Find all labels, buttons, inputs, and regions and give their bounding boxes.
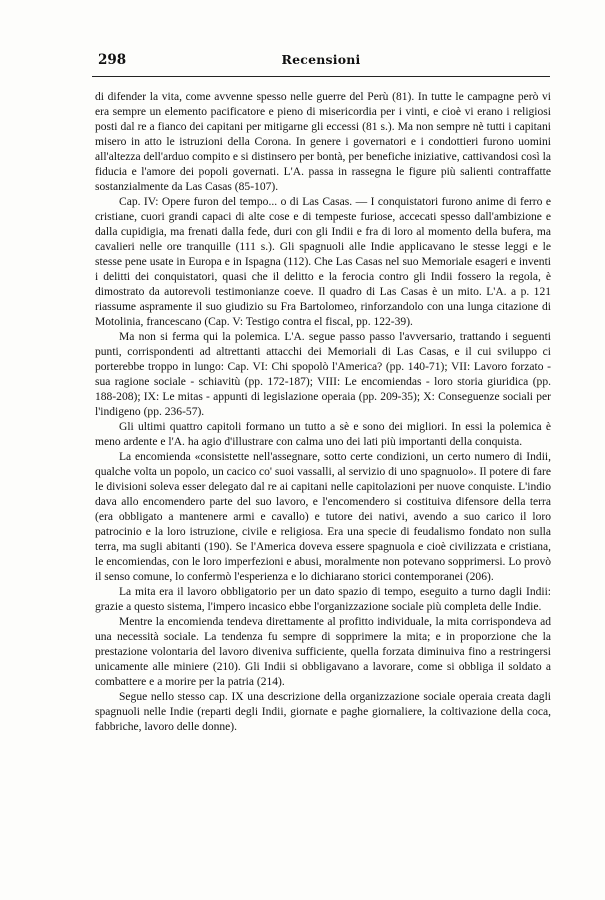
header-rule [92, 76, 550, 77]
page-number: 298 [98, 52, 127, 68]
paragraph: Gli ultimi quattro capitoli formano un tutto a sè e sono dei migliori. In essi la polemica è meno ardente e l'A. ha agio d'illustrare con calma uno dei lati più importanti della conquista. [95, 421, 551, 448]
paragraph: La encomienda «consistette nell'assegnare, sotto certe condizioni, un certo numero di Indii, qualche volta un popolo, un cacico co' suoi vassalli, al servizio di uno spagnuolo». Il potere di fare le divisioni soleva esser delegato dal re ai capitani nelle capitolazioni per nuove conquiste. L'indio dava allo encomendero parte del suo lavoro, e l'encomendero si costituiva difensore della terra (era obbligato a mantenere armi e cavallo) e tutore dei nativi, avendo a suo carico il loro patrocinio e la loro istruzione, civile e religiosa. Era una specie di feudalismo fondato non sulla terra, ma sugli abitanti (190). Se l'America doveva essere spagnuola e cioè civilizzata e cristiana, le encomiendas, con le loro imperfezioni e abusi, moralmente non potevano sopprimersi. Lo provò il senso comune, lo confermò l'esperienza e lo dichiarano storici contemporanei (206). [95, 451, 551, 583]
paragraph: Cap. IV: Opere furon del tempo... o di Las Casas. — I conquistatori furono anime di ferro e cristiane, cuori grandi capaci di alte cose e di tempeste furiose, accecati spesso dall'ambizione e dalla cupidigia, ma frenati dalla fede, duri con gli Indii e fra di loro al momento della bufera, ma cavalieri nelle ore tranquille (111 s.). Gli spagnuoli alle Indie applicavano le stesse leggi e le stesse pene usate in Europa e in Ispagna (112). Che Las Casas nel suo Memoriale esageri e inventi i delitti dei conquistatori, quasi che il delitto e la ferocia contro gli Indii fossero la regola, è dimostrato da autorevoli testimonianze coeve. Il quadro di Las Casas è un mito. L'A. a p. 121 riassume aspramente il suo giudizio su Fra Bartolomeo, rinforzandolo con una lunga citazione di Motolinia, francescano (Cap. V: Testigo contra el fiscal, pp. 122-39). [95, 196, 551, 328]
paragraph: di difender la vita, come avvenne spesso nelle guerre del Perù (81). In tutte le campagne però vi era sempre un elemento pacificatore e pieno di misericordia per i vinti, e cioè vi erano i religiosi posti dal re a fianco dei capitani per mitigarne gli eccessi (81 s.). Ma non sempre nè tutti i capitani misero in atto le istruzioni della Corona. In genere i governatori e i condottieri furono uomini all'altezza dell'arduo compito e si distinsero per bontà, per benefiche iniziative, cattivandosi così la fiducia e l'amore dei popoli governati. L'A. passa in rassegna le figure più salienti contraffatte sostanzialmente da Las Casas (85-107). [95, 91, 551, 193]
running-head: Recensioni [281, 52, 361, 67]
paragraph: Segue nello stesso cap. IX una descrizione della organizzazione sociale operaia creata dagli spagnuoli nelle Indie (reparti degli Indii, giornate e paghe giornaliere, la coltivazione della coca, fabbriche, lavoro delle donne). [95, 691, 551, 733]
body-text [95, 90, 551, 735]
paragraph: Mentre la encomienda tendeva direttamente al profitto individuale, la mita corrispondeva ad una necessità sociale. La tendenza fu sempre di sopprimere la mita; e in proporzione che la prestazione volontaria del lavoro diveniva sufficiente, quella forzata diminuiva fino a restringersi unicamente alle miniere (210). Gli Indii si obbligavano a lavorare, come si obbliga il soldato a combattere e a morire per la patria (214). [95, 616, 551, 688]
paragraph: Ma non si ferma qui la polemica. L'A. segue passo passo l'avversario, trattando i seguenti punti, corrispondenti ad altrettanti attacchi dei Memoriali di Las Casas, e il cui sviluppo ci porterebbe troppo in lungo: Cap. VI: Chi spopolò l'America? (pp. 140-71); VII: Lavoro forzato - sua ragione sociale - schiavitù (pp. 172-187); VIII: Le encomiendas - loro storia giuridica (pp. 188-208); IX: Le mitas - appunti di legislazione operaia (pp. 209-35); X: Conseguenze sociali per l'indigeno (pp. 236-57). [95, 331, 551, 418]
page-header [92, 52, 550, 70]
paragraph: La mita era il lavoro obbligatorio per un dato spazio di tempo, eseguito a turno dagli Indii: grazie a questo sistema, l'impero incasico ebbe l'organizzazione sociale più completa delle Indie. [95, 586, 551, 613]
